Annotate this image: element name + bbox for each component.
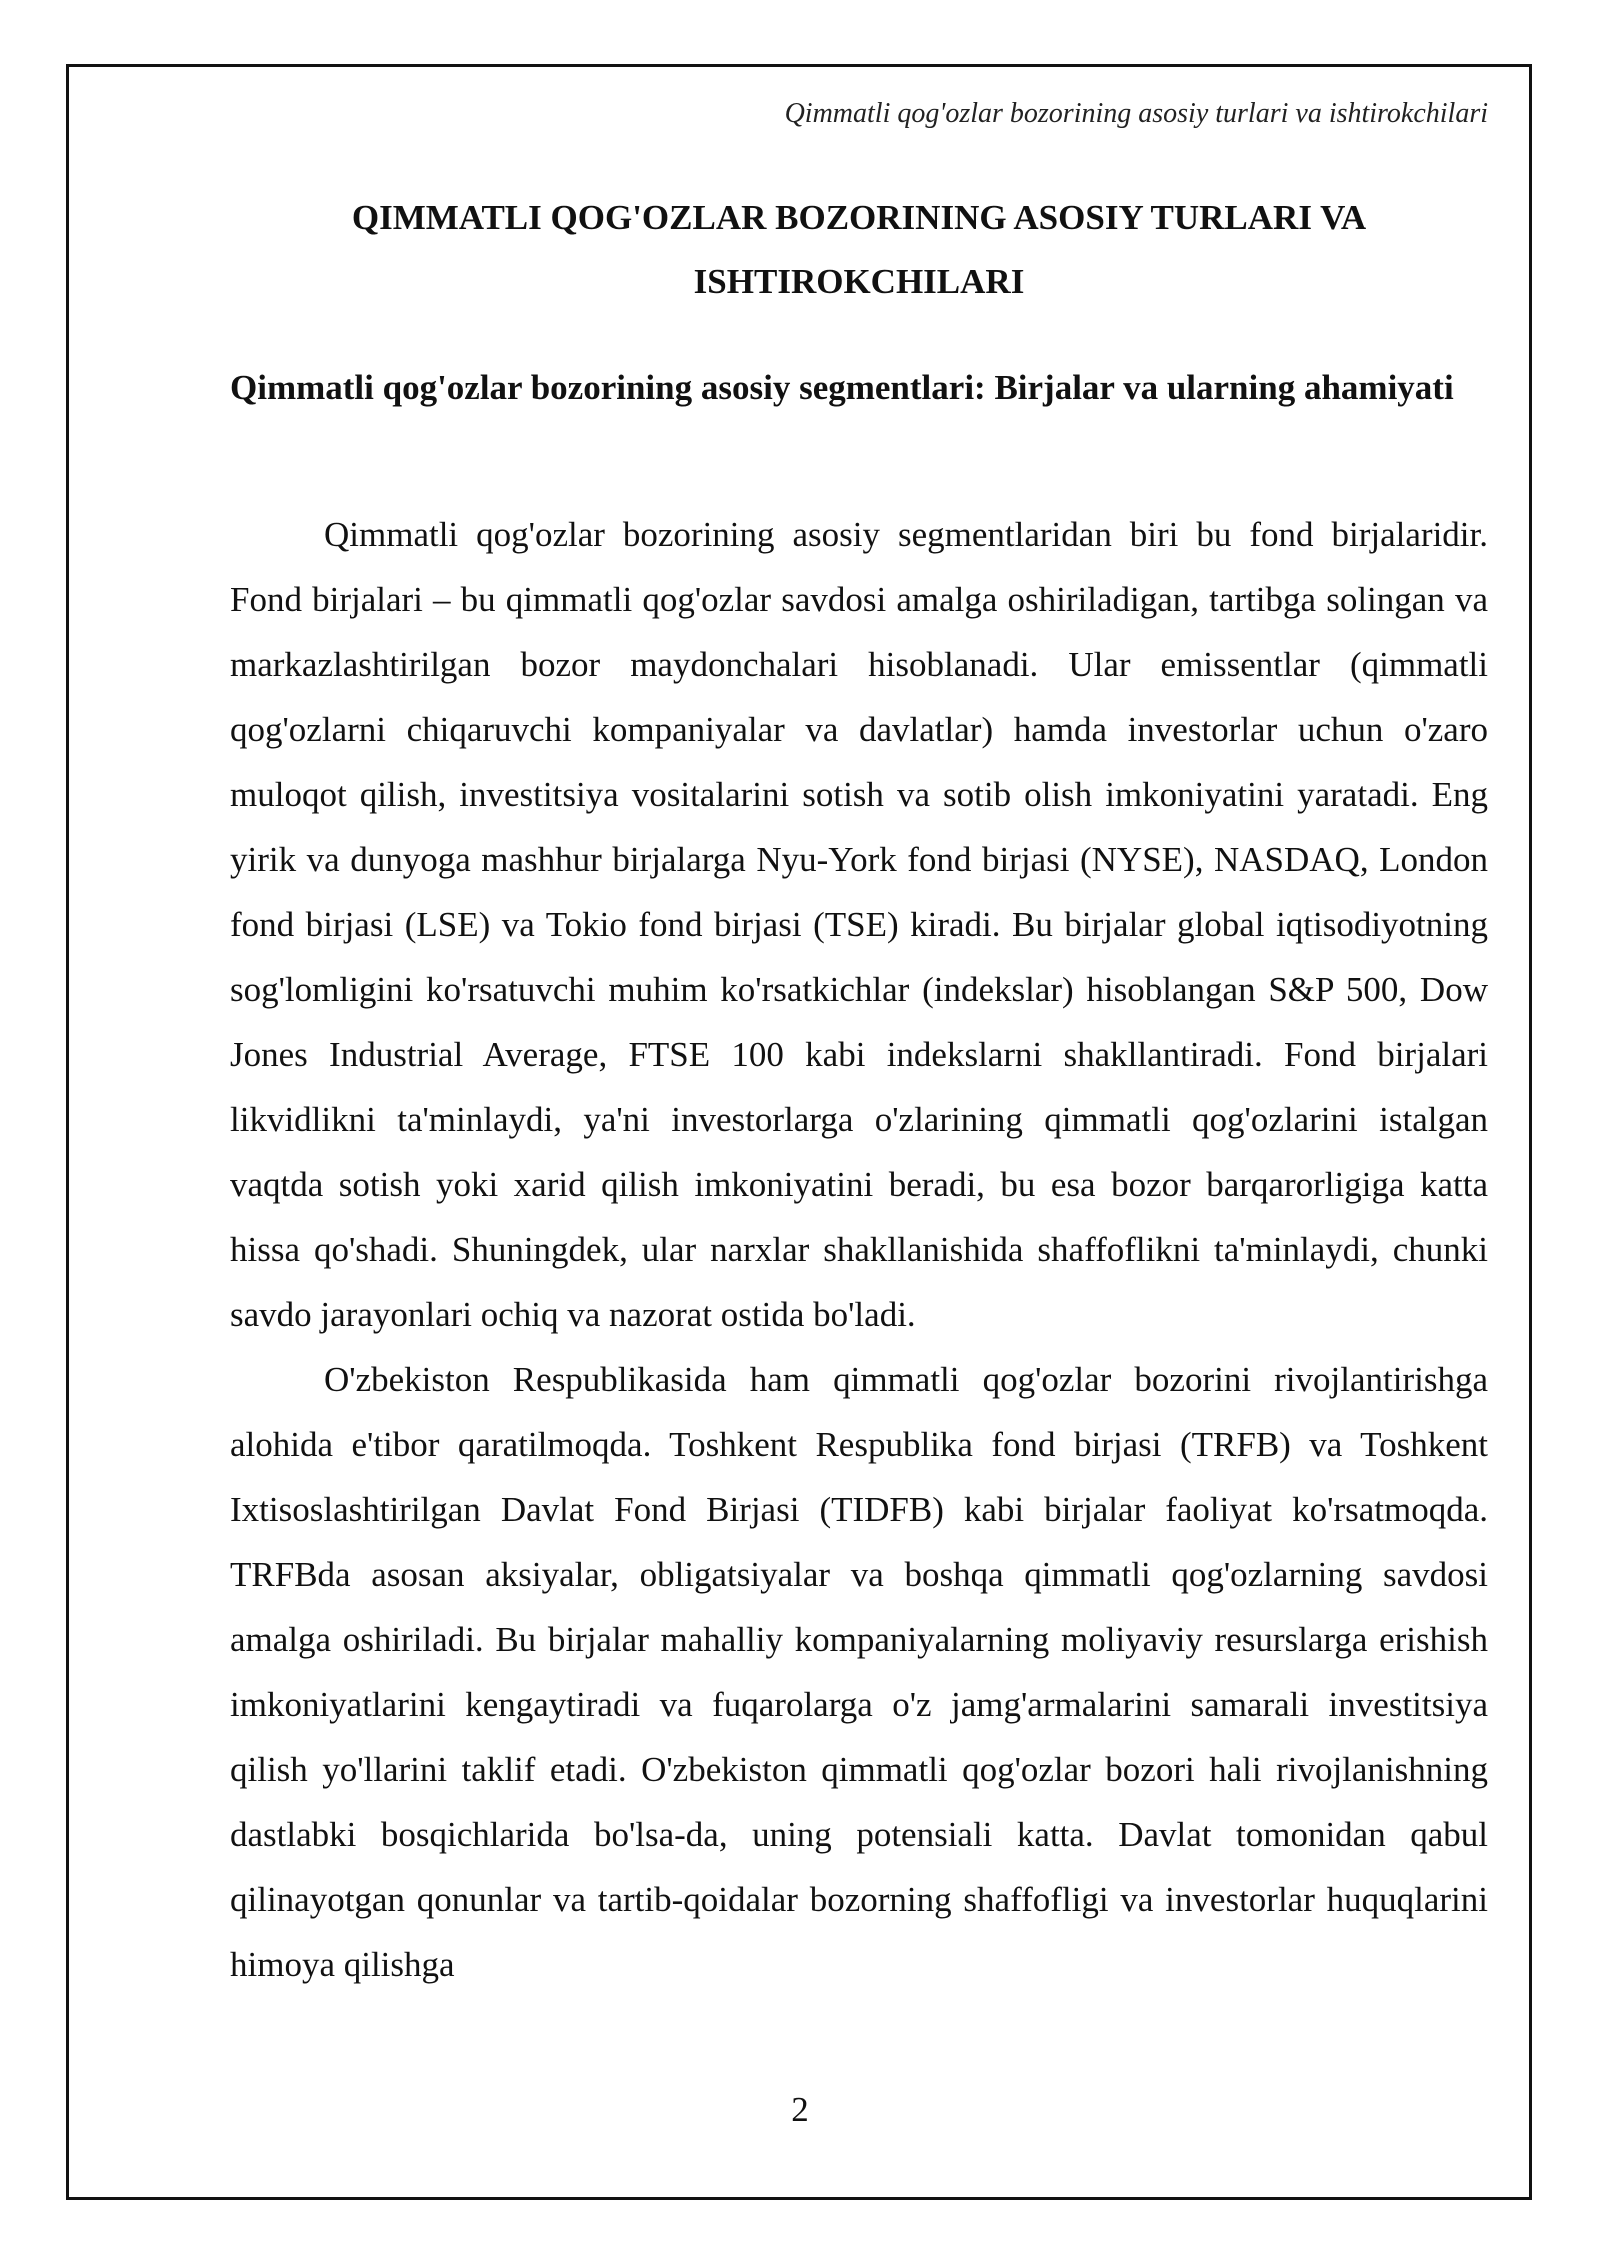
section-heading: Qimmatli qog'ozlar bozorining asosiy segmentlari: Birjalar va ularning ahamiyati (230, 368, 1454, 407)
document-title-line-1: QIMMATLI QOG'OZLAR BOZORINING ASOSIY TURLARI VA (351, 198, 1367, 237)
document-title-line-2: ISHTIROKCHILARI (693, 262, 1025, 301)
paragraph-2: O'zbekiston Respublikasida ham qimmatli qog'ozlar bozorini rivojlantirishga alohida e'tibor qaratilmoqda. Toshkent Respublika fond birjasi (TRFB) va Toshkent Ixtisoslashtirilgan Davlat Fond Birjasi (TIDFB) kabi birjalar faoliyat ko'rsatmoqda. TRFBda asosan aksiyalar, obligatsiyalar va boshqa qimmatli qog'ozlarning savdosi amalga oshiriladi. Bu birjalar mahalliy kompaniyalarning moliyaviy resurslarga erishish imkoniyatlarini kengaytiradi va fuqarolarga o'z jamg'armalarini samarali investitsiya qilish yo'llarini taklif etadi. O'zbekiston qimmatli qog'ozlar bozori hali rivojlanishning dastlabki bosqichlarida bo'lsa-da, uning potensiali katta. Davlat tomonidan qabul qilinayotgan qonunlar va tartib-qoidalar bozorning shaffofligi va investorlar huquqlarini himoya qilishga (230, 1360, 1488, 1984)
paragraph-1: Qimmatli qog'ozlar bozorining asosiy segmentlaridan biri bu fond birjalaridir. Fond birjalari – bu qimmatli qog'ozlar savdosi amalga oshiriladigan, tartibga solingan va markazlashtirilgan bozor maydonchalari hisoblanadi. Ular emissentlar (qimmatli qog'ozlarni chiqaruvchi kompaniyalar va davlatlar) hamda investorlar uchun o'zaro muloqot qilish, investitsiya vositalarini sotish va sotib olish imkoniyatini yaratadi. Eng yirik va dunyoga mashhur birjalarga Nyu-York fond birjasi (NYSE), NASDAQ, London fond birjasi (LSE) va Tokio fond birjasi (TSE) kiradi. Bu birjalar global iqtisodiyotning sog'lomligini ko'rsatuvchi muhim ko'rsatkichlar (indekslar) hisoblangan S&P 500, Dow Jones Industrial Average, FTSE 100 kabi indekslarni shakllantiradi. Fond birjalari likvidlikni ta'minlaydi, ya'ni investorlarga o'zlarining qimmatli qog'ozlarini istalgan vaqtda sotish yoki xarid qilish imkoniyatini beradi, bu esa bozor barqarorligiga katta hissa qo'shadi. Shuningdek, ular narxlar shakllanishida shaffoflikni ta'minlaydi, chunki savdo jarayonlari ochiq va nazorat ostida bo'ladi. (230, 515, 1488, 1334)
running-header: Qimmatli qog'ozlar bozorining asosiy turlari va ishtirokchilari (784, 98, 1488, 129)
document-title (230, 186, 1488, 314)
body-text (230, 502, 1488, 1997)
page-number: 2 (791, 2090, 809, 2129)
